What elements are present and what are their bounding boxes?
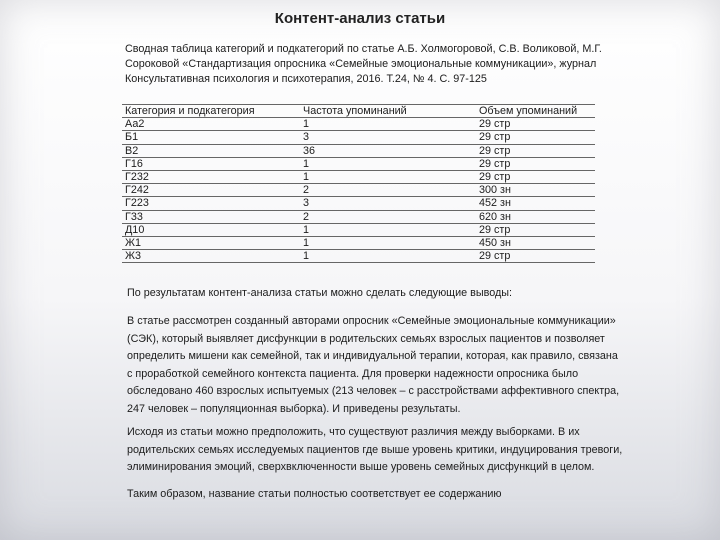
- source-line: Сводная таблица категорий и подкатегорий по статье А.Б. Холмогоровой, С.В. Воликовой, М.Г.: [125, 43, 602, 55]
- paragraph-line: элиминирования эмоций, сверхвключенности выше уровень семейных дисфункций в целом.: [127, 461, 595, 474]
- cell-category: Г16: [122, 157, 300, 170]
- table-header-row: [122, 105, 595, 118]
- cell-frequency: 1: [300, 118, 476, 131]
- page-title: Контент-анализ статьи: [274, 10, 446, 27]
- cell-category: Ж3: [122, 250, 300, 263]
- cell-volume: 29 стр: [476, 157, 595, 170]
- cell-volume: 29 стр: [476, 223, 595, 236]
- paragraph-line: Таким образом, название статьи полностью соответствует ее содержанию: [127, 488, 502, 500]
- table-row: [122, 157, 595, 170]
- cell-frequency: 1: [300, 250, 476, 263]
- cell-volume: 29 стр: [476, 170, 595, 183]
- cell-frequency: 36: [300, 144, 476, 157]
- cell-frequency: 1: [300, 170, 476, 183]
- category-table: [122, 104, 595, 263]
- table-row: [122, 170, 595, 183]
- header-volume: Объем упоминаний: [476, 105, 595, 118]
- cell-volume: 29 стр: [476, 250, 595, 263]
- paragraph-line: В статье рассмотрен созданный авторами опросник «Семейные эмоциональные коммуникации»: [127, 315, 616, 327]
- cell-frequency: 1: [300, 157, 476, 170]
- header-frequency: Частота упоминаний: [300, 105, 476, 118]
- paragraph-summary: [127, 313, 632, 419]
- cell-frequency: 1: [300, 236, 476, 249]
- paragraph-line: с проработкой семейного контекста пациента. Для проверки надежности опросника было: [127, 367, 579, 380]
- paragraph-line: определить мишени как семейной, так и индивидуальной терапии, которая, как правило, связана: [127, 350, 618, 363]
- cell-frequency: 2: [300, 184, 476, 197]
- header-category: Категория и подкатегория: [122, 105, 300, 118]
- cell-volume: 29 стр: [476, 131, 595, 144]
- paragraph-line: Исходя из статьи можно предположить, что существуют различия между выборками. В их: [127, 426, 580, 438]
- cell-category: Б1: [122, 131, 300, 144]
- cell-category: В2: [122, 144, 300, 157]
- table-row: [122, 118, 595, 131]
- cell-frequency: 3: [300, 131, 476, 144]
- cell-category: Г33: [122, 210, 300, 223]
- source-line: Сороковой «Стандартизация опросника «Семейные эмоциональные коммуникации», журнал: [125, 58, 597, 70]
- paragraph-line: (СЭК), который выявляет дисфункции в родительских семьях взрослых пациентов и позволяет: [127, 332, 605, 345]
- conclusion-intro: По результатам контент-анализа статьи можно сделать следующие выводы:: [127, 287, 513, 299]
- cell-category: Д10: [122, 223, 300, 236]
- source-line: Консультативная психология и психотерапия, 2016. Т.24, № 4. С. 97-125: [125, 73, 487, 85]
- cell-category: Г232: [122, 170, 300, 183]
- cell-volume: 620 зн: [476, 210, 595, 223]
- table-row: [122, 223, 595, 236]
- source-citation: [125, 42, 625, 87]
- table-row: [122, 144, 595, 157]
- cell-frequency: 2: [300, 210, 476, 223]
- cell-volume: 452 зн: [476, 197, 595, 210]
- paragraph-findings: [127, 424, 632, 477]
- paragraph-line: обследовано 460 взрослых испытуемых (213 человек – с расстройствами аффективного спектра,: [127, 385, 620, 398]
- cell-category: Г242: [122, 184, 300, 197]
- cell-category: Ж1: [122, 236, 300, 249]
- paragraph-conclusion: [127, 486, 632, 504]
- cell-category: Аа2: [122, 118, 300, 131]
- cell-frequency: 1: [300, 223, 476, 236]
- table-row: [122, 210, 595, 223]
- cell-volume: 300 зн: [476, 184, 595, 197]
- table-row: [122, 184, 595, 197]
- cell-volume: 29 стр: [476, 144, 595, 157]
- cell-frequency: 3: [300, 197, 476, 210]
- cell-volume: 29 стр: [476, 118, 595, 131]
- table-row: [122, 250, 595, 263]
- cell-category: Г223: [122, 197, 300, 210]
- cell-volume: 450 зн: [476, 236, 595, 249]
- paragraph-line: родительских семьях исследуемых пациентов где выше уровень критики, индуцирования тревоги,: [127, 443, 623, 456]
- paragraph-line: 247 человек – популяционная выборка). И приведены результаты.: [127, 402, 461, 415]
- table-row: [122, 131, 595, 144]
- table-row: [122, 197, 595, 210]
- table-row: [122, 236, 595, 249]
